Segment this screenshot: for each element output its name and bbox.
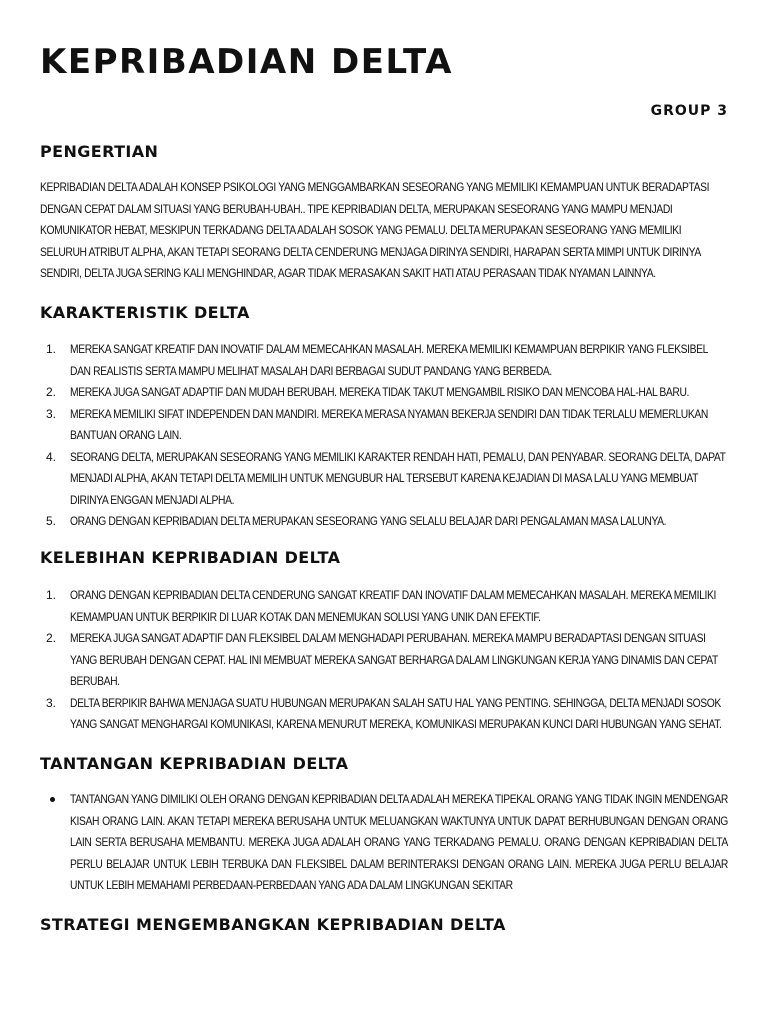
- kelebihan-list: [40, 585, 728, 736]
- list-item: 1. MEREKA SANGAT KREATIF DAN INOVATIF DALAM MEMECAHKAN MASALAH. MEREKA MEMILIKI KEMAMPUAN BERPIKIR YANG FLEKSIBEL DAN REALISTIS SERTA MAMPU MELIHAT MASALAH DARI BERBAGAI SUDUT PANDANG YANG BERBEDA.: [46, 342, 708, 378]
- karakteristik-list: [40, 339, 728, 533]
- section-heading-kelebihan: KELEBIHAN KEPRIBADIAN DELTA: [40, 548, 341, 567]
- section-heading-strategi: STRATEGI MENGEMBANGKAN KEPRIBADIAN DELTA: [40, 915, 506, 934]
- list-item: 1. ORANG DENGAN KEPRIBADIAN DELTA CENDERUNG SANGAT KREATIF DAN INOVATIF DALAM MEMECAHKAN MASALAH. MEREKA MEMILIKI KEMAMPUAN UNTUK BERPIKIR DI LUAR KOTAK DAN MENEMUKAN SOLUSI YANG UNIK DAN EFEKTIF.: [46, 588, 716, 624]
- list-item: 3. MEREKA MEMILIKI SIFAT INDEPENDEN DAN MANDIRI. MEREKA MERASA NYAMAN BEKERJA SENDIRI DAN TIDAK TERLALU MEMERLUKAN BANTUAN ORANG LAIN.: [46, 406, 708, 442]
- section-heading-pengertian: PENGERTIAN: [40, 142, 159, 161]
- section-heading-tantangan: TANTANGAN KEPRIBADIAN DELTA: [40, 754, 349, 773]
- list-item: TANTANGAN YANG DIMILIKI OLEH ORANG DENGAN KEPRIBADIAN DELTA ADALAH MEREKA TIPEKAL ORANG YANG TIDAK INGIN MENDENGAR KISAH ORANG LAIN. AKAN TETAPI MEREKA BERUSAHA UNTUK MELUANGKAN WAKTUNYA UNTUK DAPAT BERHUBUNGAN DENGAN ORANG LAIN SERTA BERUSAHA MEMBANTU. MEREKA JUGA ADALAH ORANG YANG TERKADANG PEMALU. ORANG DENGAN KEPRIBADIAN DELTA PERLU BELAJAR UNTUK LEBIH TERBUKA DAN FLEKSIBEL DALAM BERINTERAKSI DENGAN ORANG LAIN. MEREKA JUGA PERLU BELAJAR UNTUK LEBIH MEMAHAMI PERBEDAAN-PERBEDAAN YANG ADA DALAM LINGKUNGAN SEKITAR: [40, 789, 728, 897]
- document-title: KEPRIBADIAN DELTA: [40, 42, 453, 82]
- pengertian-paragraph: KEPRIBADIAN DELTA ADALAH KONSEP PSIKOLOGI YANG MENGGAMBARKAN SESEORANG YANG MEMILIKI KEMAMPUAN UNTUK BERADAPTASI DENGAN CEPAT DALAM SITUASI YANG BERUBAH-UBAH.. TIPE KEPRIBADIAN DELTA, MERUPAKAN SESEORANG YANG MAMPU MENJADI KOMUNIKATOR HEBAT, MESKIPUN TERKADANG DELTA ADALAH SOSOK YANG PEMALU. DELTA MERUPAKAN SESEORANG YANG MEMILIKI SELURUH ATRIBUT ALPHA, AKAN TETAPI SEORANG DELTA CENDERUNG MENJAGA DIRINYA SENDIRI, HARAPAN SERTA MIMPI UNTUK DIRINYA SENDIRI, DELTA JUGA SERING KALI MENGHINDAR, AGAR TIDAK MERASAKAN SAKIT HATI ATAU PERASAAN TIDAK NYAMAN LAINNYA.: [40, 180, 710, 280]
- group-label: GROUP 3: [650, 103, 728, 119]
- tantangan-list: [40, 789, 728, 897]
- list-item: 4. SEORANG DELTA, MERUPAKAN SESEORANG YANG MEMILIKI KARAKTER RENDAH HATI, PEMALU, DAN PENYABAR. SEORANG DELTA, DAPAT MENJADI ALPHA, AKAN TETAPI DELTA MEMILIH UNTUK MENGUBUR HAL TERSEBUT KARENA KEJADIAN DI MASA LALU YANG MEMBUAT DIRINYA ENGGAN MENJADI ALPHA.: [46, 449, 726, 507]
- list-item: 5. ORANG DENGAN KEPRIBADIAN DELTA MERUPAKAN SESEORANG YANG SELALU BELAJAR DARI PENGALAMAN MASA LALUNYA.: [46, 514, 667, 528]
- list-item: 2. MEREKA JUGA SANGAT ADAPTIF DAN MUDAH BERUBAH. MEREKA TIDAK TAKUT MENGAMBIL RISIKO DAN MENCOBA HAL-HAL BARU.: [46, 385, 690, 399]
- list-item: 2. MEREKA JUGA SANGAT ADAPTIF DAN FLEKSIBEL DALAM MENGHADAPI PERUBAHAN. MEREKA MAMPU BERADAPTASI DENGAN SITUASI YANG BERUBAH DENGAN CEPAT. HAL INI MEMBUAT MEREKA SANGAT BERHARGA DALAM LINGKUNGAN KERJA YANG DINAMIS DAN CEPAT BERUBAH.: [46, 631, 718, 688]
- bullet-icon: [50, 797, 55, 802]
- list-item: 3. DELTA BERPIKIR BAHWA MENJAGA SUATU HUBUNGAN MERUPAKAN SALAH SATU HAL YANG PENTING. SEHINGGA, DELTA MENJADI SOSOK YANG SANGAT MENGHARGAI KOMUNIKASI, KARENA MENURUT MEREKA, KOMUNIKASI MERUPAKAN KUNCI DARI HUBUNGAN YANG SEHAT.: [46, 695, 722, 731]
- section-heading-karakteristik: KARAKTERISTIK DELTA: [40, 303, 250, 322]
